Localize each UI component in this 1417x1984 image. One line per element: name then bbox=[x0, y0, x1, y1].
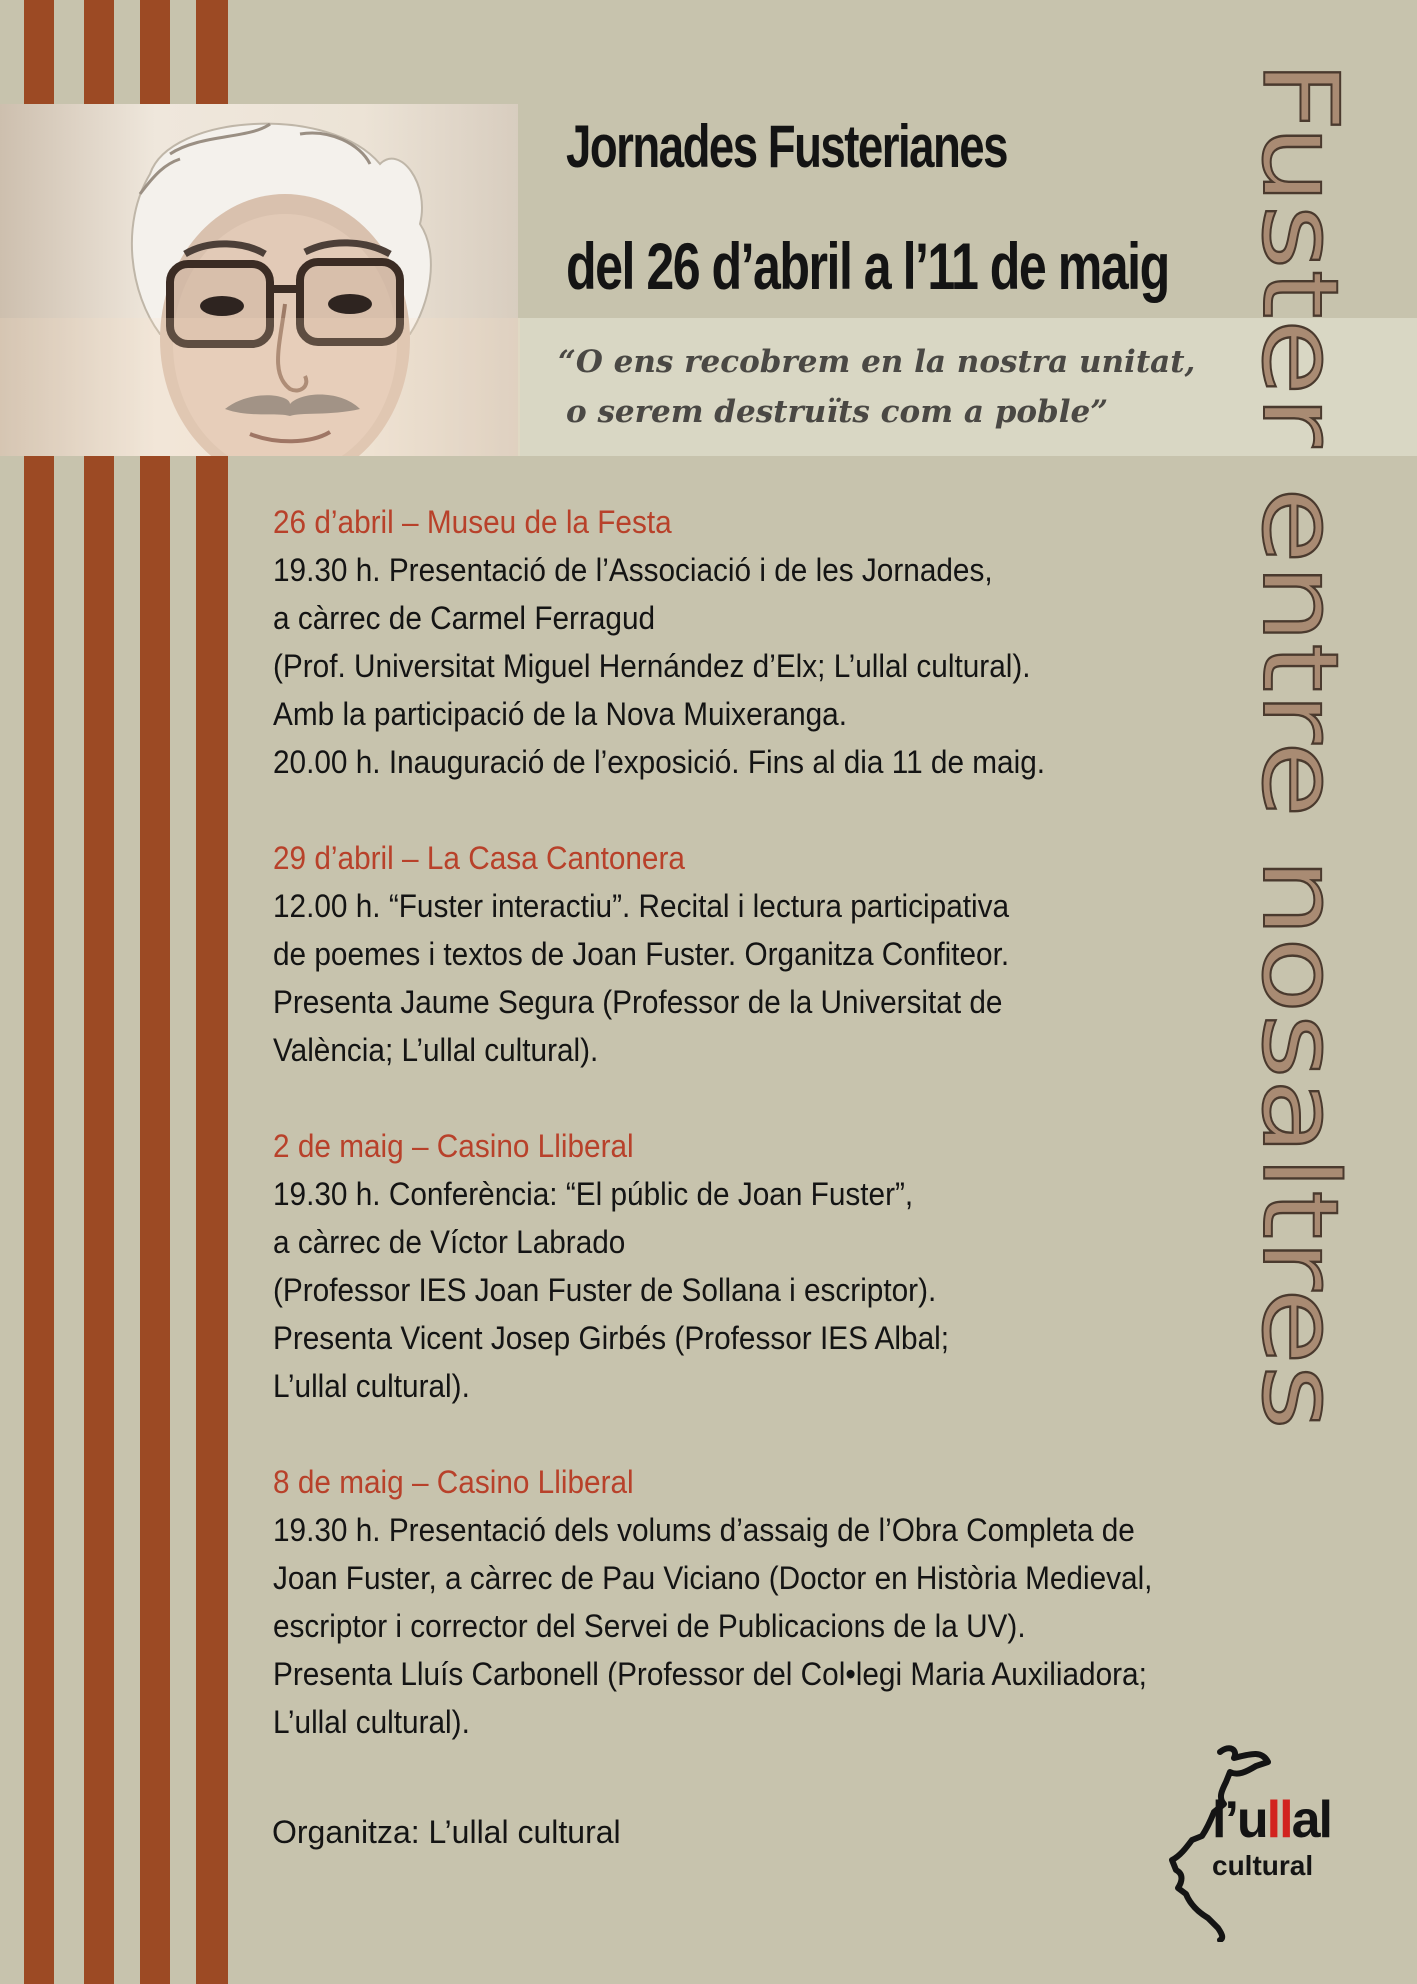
event-detail-line: 19.30 h. Presentació de l’Associació i de les Jornades, bbox=[273, 552, 993, 588]
event-detail-line: L’ullal cultural). bbox=[273, 1368, 470, 1404]
logo bbox=[1160, 1742, 1340, 1942]
quote-line-1: “O ens recobrem en la nostra unitat, bbox=[558, 344, 1196, 380]
event-block bbox=[273, 1458, 1303, 1746]
event-detail-line: L’ullal cultural). bbox=[273, 1704, 470, 1740]
photo-overlay bbox=[0, 318, 520, 456]
organizer-credit: Organitza: L’ullal cultural bbox=[272, 1814, 621, 1850]
event-detail-line: Amb la participació de la Nova Muixeranga. bbox=[273, 696, 847, 732]
event-detail-line: a càrrec de Carmel Ferragud bbox=[273, 600, 656, 636]
logo-subtitle: cultural bbox=[1212, 1850, 1314, 1881]
events-list bbox=[273, 498, 1303, 1794]
event-detail-line: Joan Fuster, a càrrec de Pau Viciano (Doctor en Història Medieval, bbox=[273, 1560, 1153, 1596]
event-block bbox=[273, 834, 1303, 1074]
event-detail-line: 12.00 h. “Fuster interactiu”. Recital i lectura participativa bbox=[273, 888, 1010, 924]
event-block bbox=[273, 1122, 1303, 1410]
event-detail-line: Presenta Vicent Josep Girbés (Professor IES Albal; bbox=[273, 1320, 949, 1356]
quote-line-2: o serem destruïts com a poble” bbox=[566, 394, 1109, 430]
event-detail-line: (Prof. Universitat Miguel Hernández d’Elx; L’ullal cultural). bbox=[273, 648, 1031, 684]
event-detail-line: 19.30 h. Presentació dels volums d’assaig de l’Obra Completa de bbox=[273, 1512, 1135, 1548]
event-heading: 2 de maig – Casino Lliberal bbox=[273, 1128, 634, 1164]
event-detail-line: València; L’ullal cultural). bbox=[273, 1032, 599, 1068]
event-detail-line: de poemes i textos de Joan Fuster. Organitza Confiteor. bbox=[273, 936, 1010, 972]
event-detail-line: a càrrec de Víctor Labrado bbox=[273, 1224, 626, 1260]
event-detail-line: escriptor i corrector del Servei de Publicacions de la UV). bbox=[273, 1608, 1026, 1644]
event-detail-line: Presenta Jaume Segura (Professor de la Universitat de bbox=[273, 984, 1003, 1020]
poster-title: Jornades Fusterianes bbox=[566, 113, 1007, 180]
event-detail-line: (Professor IES Joan Fuster de Sollana i escriptor). bbox=[273, 1272, 937, 1308]
poster-dates: del 26 d’abril a l’11 de maig bbox=[566, 229, 1169, 303]
vertical-title-text: Fuster entre nosaltres bbox=[1239, 60, 1361, 1199]
logo-wordmark: l’ullal bbox=[1212, 1791, 1331, 1849]
event-heading: 29 d’abril – La Casa Cantonera bbox=[273, 840, 685, 876]
event-block bbox=[273, 498, 1303, 786]
event-detail-line: 19.30 h. Conferència: “El públic de Joan Fuster”, bbox=[273, 1176, 914, 1212]
event-heading: 26 d’abril – Museu de la Festa bbox=[273, 504, 672, 540]
event-detail-line: Presenta Lluís Carbonell (Professor del Col•legi Maria Auxiliadora; bbox=[273, 1656, 1147, 1692]
event-heading: 8 de maig – Casino Lliberal bbox=[273, 1464, 634, 1500]
event-detail-line: 20.00 h. Inauguració de l’exposició. Fins al dia 11 de maig. bbox=[273, 744, 1046, 780]
